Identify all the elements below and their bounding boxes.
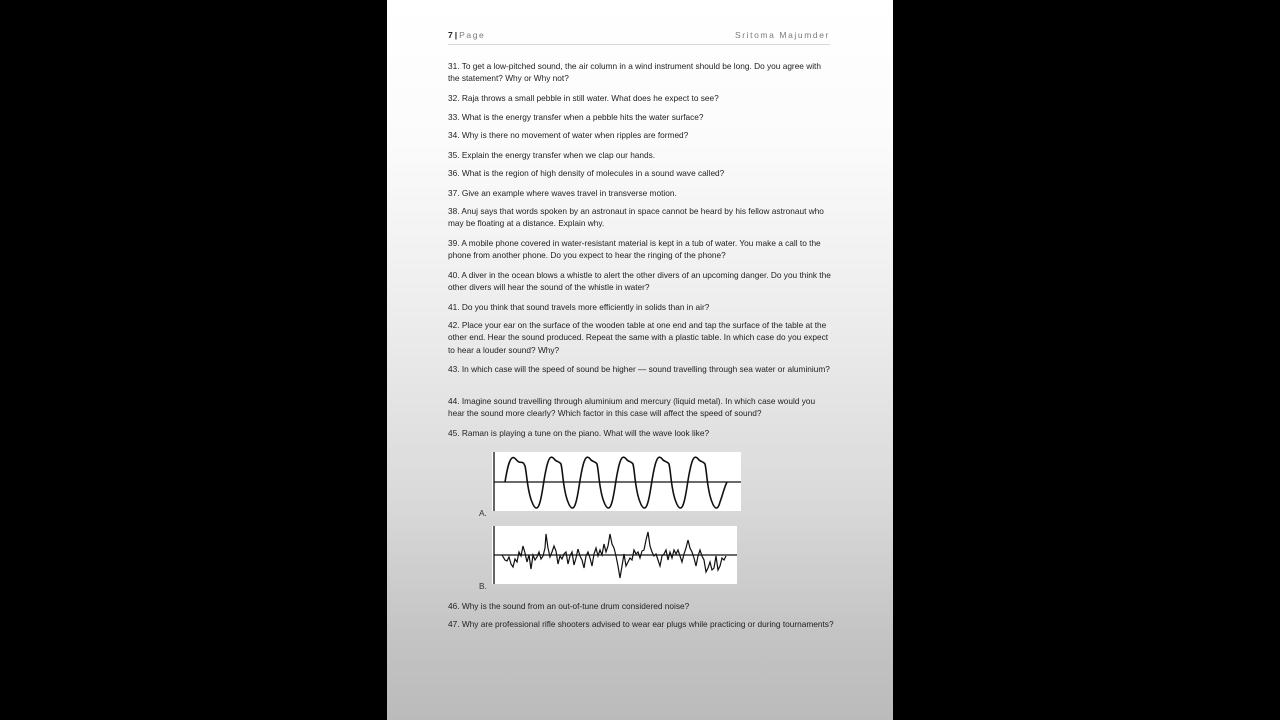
periodic-wave-graphic [492,452,741,511]
question-31: 31. To get a low-pitched sound, the air column in a wind instrument should be long. Do you agree with the statement? Why or Why not? [448,61,821,84]
question-40: 40. A diver in the ocean blows a whistle to alert the other divers of an upcoming danger. Do you think the other divers will hear the sound of the whistle in water? [448,270,831,293]
question-47: 47. Why are professional rifle shooters advised to wear ear plugs while practicing or during tournaments? [448,619,834,629]
question-41: 41. Do you think that sound travels more efficiently in solids than in air? [448,302,710,312]
question-42: 42. Place your ear on the surface of the wooden table at one end and tap the surface of the table at the other end. Hear the sound produced. Repeat the same with a plastic table. In which case do you expect to hear a louder sound? Why? [448,320,829,355]
question-37: 37. Give an example where waves travel in transverse motion. [448,188,677,198]
question-44: 44. Imagine sound travelling through aluminium and mercury (liquid metal). In which case would you hear the sound more clearly? Which factor in this case will affect the speed of sound? [448,396,816,419]
noisy-wave-graphic [492,526,737,584]
option-a-label: A. [479,508,487,518]
question-39: 39. A mobile phone covered in water-resistant material is kept in a tub of water. You make a call to the phone from another phone. Do you expect to hear the ringing of the phone? [448,238,821,261]
author-name: Sritoma Majumder [734,30,830,40]
document-page [387,0,893,720]
page-header [448,30,830,45]
question-46: 46. Why is the sound from an out-of-tune drum considered noise? [448,601,690,611]
waveform-a-image [492,452,741,511]
question-32: 32. Raja throws a small pebble in still water. What does he expect to see? [448,93,719,103]
question-36: 36. What is the region of high density of molecules in a sound wave called? [448,168,725,178]
question-43: 43. In which case will the speed of sound be higher — sound travelling through sea water or aluminium? [448,364,830,374]
page-label: Page [459,30,486,40]
question-33: 33. What is the energy transfer when a pebble hits the water surface? [448,112,704,122]
question-38: 38. Anuj says that words spoken by an astronaut in space cannot be heard by his fellow astronaut who may be floating at a distance. Explain why. [448,206,824,229]
option-b-label: B. [479,581,487,591]
question-45: 45. Raman is playing a tune on the piano. What will the wave look like? [448,428,710,438]
waveform-b-image [492,526,737,584]
header-separator: | [454,30,458,40]
question-35: 35. Explain the energy transfer when we clap our hands. [448,150,656,160]
page-number: 7 [448,30,453,40]
question-34: 34. Why is there no movement of water when ripples are formed? [448,130,689,140]
